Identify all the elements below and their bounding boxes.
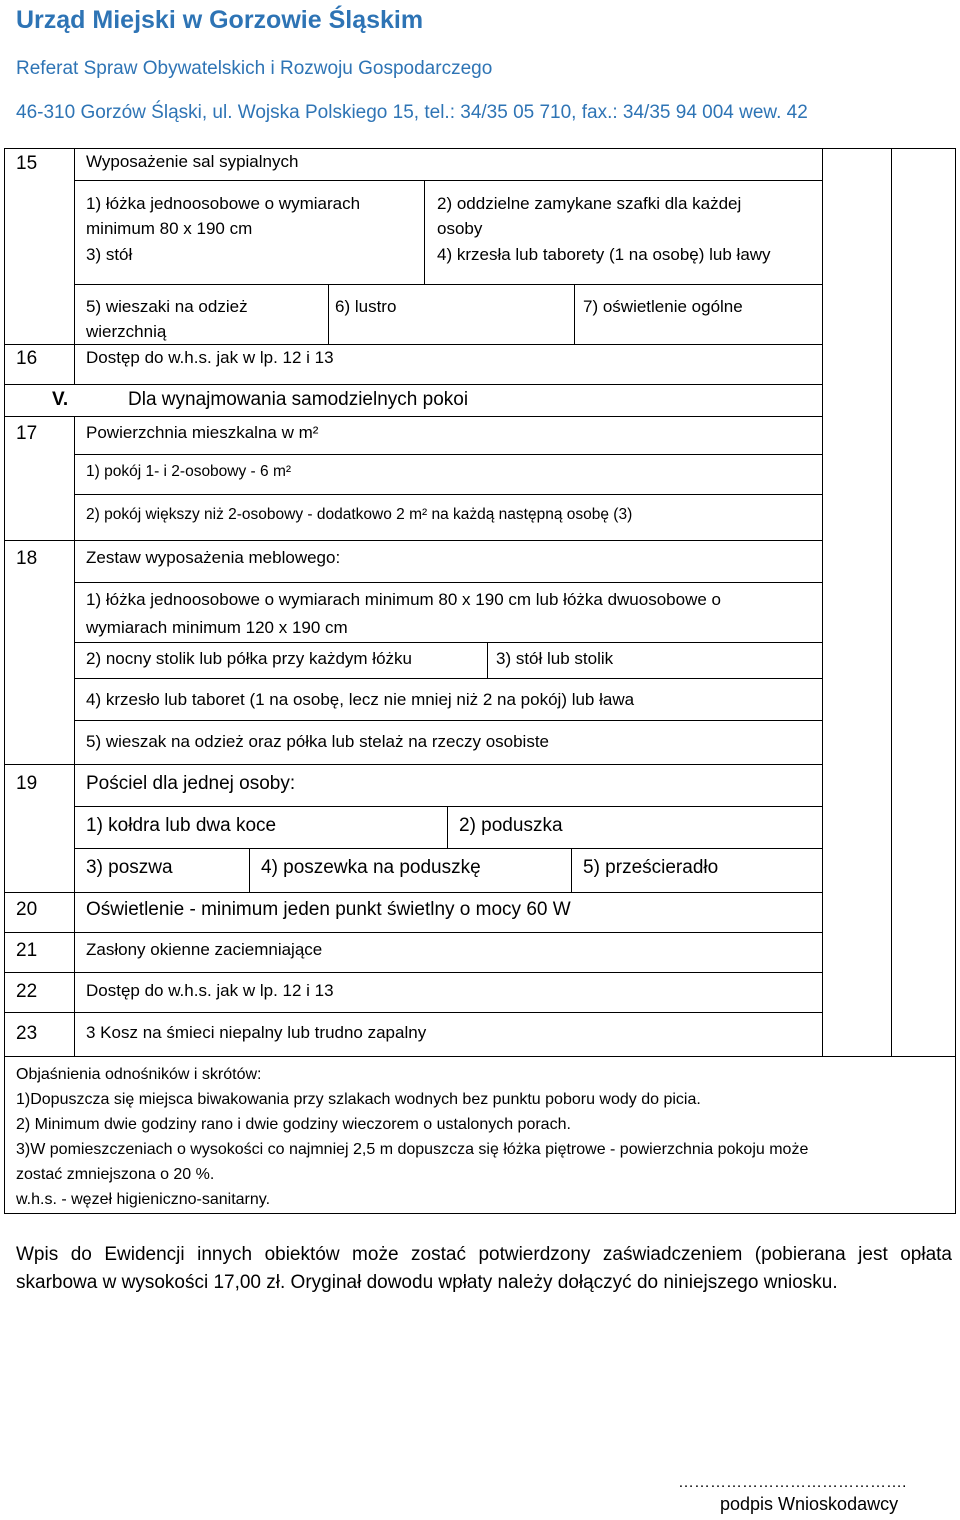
footnote: 3)W pomieszczeniach o wysokości co najmniej 2,5 m dopuszcza się łóżka piętrowe - powierzchnia pokoju może <box>16 1141 809 1158</box>
item-text: 1) łóżka jednoosobowe o wymiarach <box>86 194 361 213</box>
row-number: 22 <box>16 981 38 1002</box>
table-line <box>4 1213 956 1214</box>
item-text: 1) pokój 1- i 2-osobowy - 6 m² <box>86 463 292 480</box>
table-line <box>74 848 822 849</box>
row-number: 17 <box>16 423 38 444</box>
item-text: 1) łóżka jednoosobowe o wymiarach minimum 80 x 190 cm lub łóżka dwuosobowe o <box>86 590 721 609</box>
row-number: 21 <box>16 940 38 961</box>
item-text: 5) wieszaki na odzież <box>86 297 248 316</box>
row-number: 19 <box>16 773 38 794</box>
table-line <box>822 148 823 1056</box>
row-title: Zasłony okienne zaciemniające <box>86 940 323 959</box>
table-line <box>4 148 5 1214</box>
table-line <box>4 972 822 973</box>
table-line <box>487 642 488 678</box>
table-line <box>74 642 822 643</box>
signature-label: podpis Wnioskodawcy <box>720 1494 899 1514</box>
table-line <box>4 148 956 149</box>
department-name: Referat Spraw Obywatelskich i Rozwoju Gospodarczego <box>16 58 493 79</box>
item-text: osoby <box>437 219 483 238</box>
table-line <box>4 1056 956 1057</box>
row-title: Wyposażenie sal sypialnych <box>86 152 299 171</box>
item-text: 3) stół lub stolik <box>496 649 614 668</box>
footnote: 2) Minimum dwie godziny rano i dwie godziny wieczorem o ustalonych porach. <box>16 1116 571 1133</box>
table-line <box>4 764 822 765</box>
table-line <box>74 148 75 384</box>
item-text: 4) poszewka na poduszkę <box>261 857 481 878</box>
item-text: 1) kołdra lub dwa koce <box>86 815 277 836</box>
row-number: 15 <box>16 153 38 174</box>
table-line <box>74 806 822 807</box>
table-line <box>424 180 425 284</box>
footnote: 1)Dopuszcza się miejsca biwakowania przy szlakach wodnych bez punktu poboru wody do picia. <box>16 1091 701 1108</box>
table-line <box>571 848 572 892</box>
table-line <box>328 284 329 344</box>
table-line <box>74 494 822 495</box>
table-line <box>4 932 822 933</box>
row-title: 3 Kosz na śmieci niepalny lub trudno zapalny <box>86 1023 427 1042</box>
item-text: 5) prześcieradło <box>583 857 719 878</box>
section-number: V. <box>52 389 69 410</box>
item-text: 2) nocny stolik lub półka przy każdym łóżku <box>86 649 412 668</box>
row-title: Powierzchnia mieszkalna w m² <box>86 423 319 442</box>
item-text: 2) oddzielne zamykane szafki dla każdej <box>437 194 742 213</box>
item-text: 3) poszwa <box>86 857 173 878</box>
table-line <box>891 148 892 1056</box>
office-address: 46-310 Gorzów Śląski, ul. Wojska Polskiego 15, tel.: 34/35 05 710, fax.: 34/35 94 004 wew. 42 <box>16 102 808 123</box>
footnote: zostać zmniejszona o 20 %. <box>16 1166 215 1183</box>
table-line <box>4 416 822 417</box>
row-number: 18 <box>16 548 38 569</box>
item-text: 7) oświetlenie ogólne <box>583 297 743 316</box>
signature-line: ……………………………………. <box>678 1474 907 1491</box>
section-title: Dla wynajmowania samodzielnych pokoi <box>128 389 469 410</box>
item-text: 6) lustro <box>335 297 397 316</box>
table-line <box>4 892 822 893</box>
row-title: Pościel dla jednej osoby: <box>86 773 296 794</box>
row-number: 20 <box>16 899 38 920</box>
table-line <box>447 806 448 848</box>
row-title: Oświetlenie - minimum jeden punkt świetlny o mocy 60 W <box>86 899 571 920</box>
office-title: Urząd Miejski w Gorzowie Śląskim <box>16 6 424 34</box>
table-line <box>249 848 250 892</box>
table-line <box>4 384 822 385</box>
table-line <box>74 284 822 285</box>
item-text: wymiarach minimum 120 x 190 cm <box>86 618 348 637</box>
table-line <box>74 678 822 679</box>
table-line <box>4 1012 822 1013</box>
item-text: 3) stół <box>86 245 133 264</box>
item-text: 2) pokój większy niż 2-osobowy - dodatkowo 2 m² na każdą następną osobę (3) <box>86 506 633 523</box>
table-line <box>4 540 822 541</box>
table-line <box>74 582 822 583</box>
row-title: Zestaw wyposażenia meblowego: <box>86 548 341 567</box>
item-text: 2) poduszka <box>459 815 563 836</box>
item-text: 4) krzesło lub taboret (1 na osobę, lecz nie mniej niż 2 na pokój) lub ława <box>86 690 635 709</box>
footnote: w.h.s. - węzeł higieniczno-sanitarny. <box>16 1191 271 1208</box>
row-number: 16 <box>16 348 38 369</box>
row-title: Dostęp do w.h.s. jak w lp. 12 i 13 <box>86 981 334 1000</box>
row-title: Dostęp do w.h.s. jak w lp. 12 i 13 <box>86 348 334 367</box>
registration-note: Wpis do Ewidencji innych obiektów może zostać potwierdzony zaświadczeniem (pobierana jest opłata skarbowa w wysokości 17,00 zł. Oryginał dowodu wpłaty należy dołączyć do niniejszego wniosku. <box>16 1244 952 1293</box>
table-line <box>4 344 822 345</box>
table-line <box>74 416 75 1056</box>
table-line <box>74 454 822 455</box>
table-line <box>74 180 822 181</box>
item-text: minimum 80 x 190 cm <box>86 219 253 238</box>
table-line <box>74 720 822 721</box>
row-number: 23 <box>16 1023 38 1044</box>
footnotes-heading: Objaśnienia odnośników i skrótów: <box>16 1066 262 1083</box>
item-text: wierzchnią <box>86 322 167 341</box>
table-line <box>955 148 956 1214</box>
table-line <box>574 284 575 344</box>
item-text: 4) krzesła lub taborety (1 na osobę) lub ławy <box>437 245 771 264</box>
item-text: 5) wieszak na odzież oraz półka lub stelaż na rzeczy osobiste <box>86 732 550 751</box>
